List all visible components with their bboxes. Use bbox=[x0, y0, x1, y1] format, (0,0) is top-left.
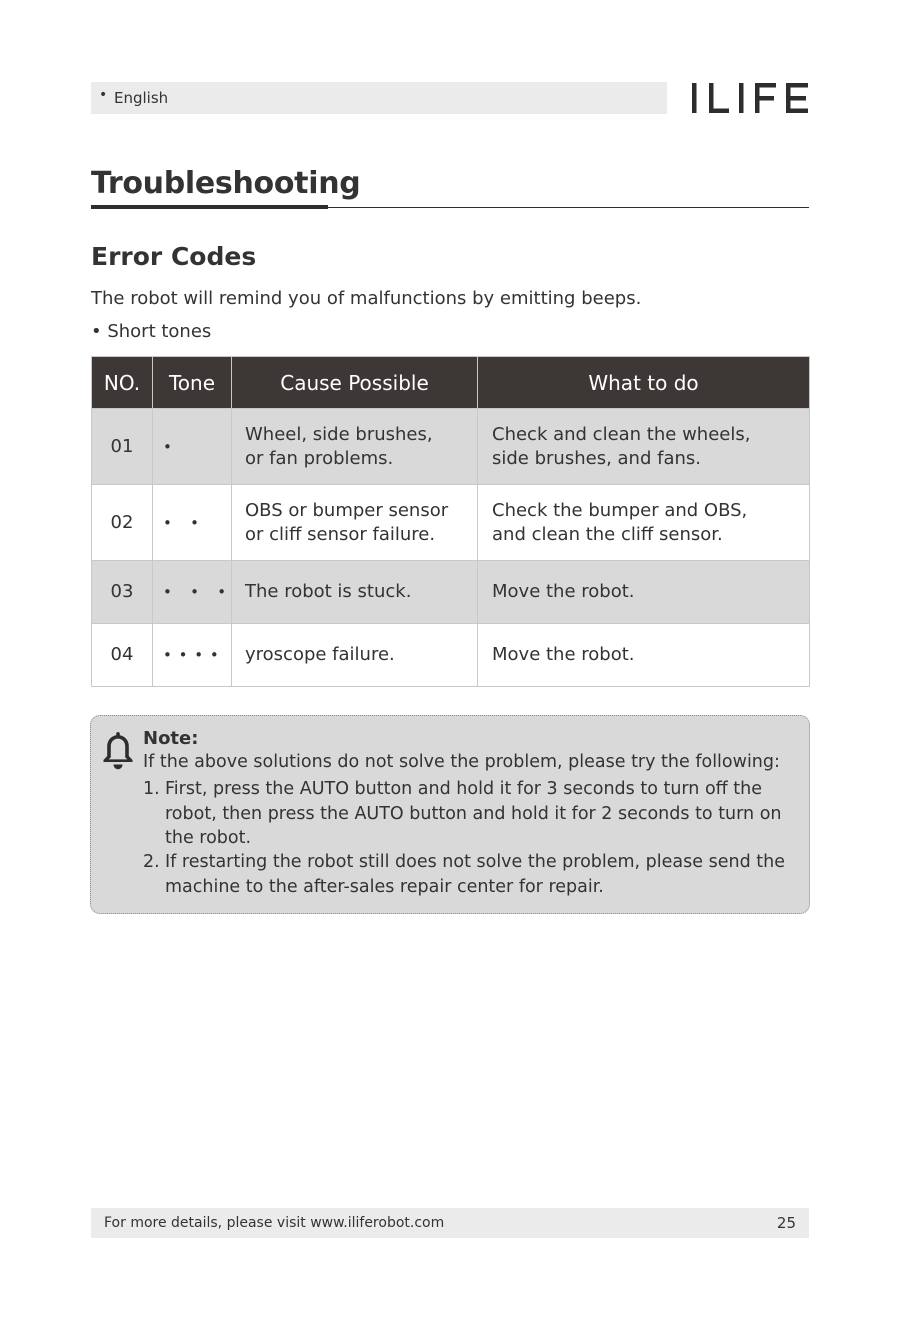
header-todo: What to do bbox=[478, 357, 810, 409]
table-row bbox=[92, 409, 810, 485]
cause-line: OBS or bumper sensor bbox=[245, 499, 449, 521]
language-bar bbox=[91, 82, 667, 114]
header-tone: Tone bbox=[153, 357, 232, 409]
step-text: First, press the AUTO button and hold it for 3 seconds to turn off the robot, then press the AUTO button and hold it for 2 seconds to turn on the robot. bbox=[165, 779, 782, 848]
tone-dots: • • • • bbox=[153, 624, 232, 687]
footer-text: For more details, please visit www.iliferobot.com bbox=[104, 1215, 445, 1231]
intro-text: The robot will remind you of malfunctions by emitting beeps. bbox=[91, 288, 642, 309]
todo-cell bbox=[478, 561, 810, 624]
language-bullet: • bbox=[99, 87, 108, 103]
table-row bbox=[92, 561, 810, 624]
note-step bbox=[143, 850, 793, 899]
header-cause: Cause Possible bbox=[232, 357, 478, 409]
todo-line: side brushes, and fans. bbox=[492, 447, 701, 469]
note-title: Note: bbox=[143, 728, 199, 749]
cause-line: Wheel, side brushes, bbox=[245, 423, 433, 445]
ilife-logo bbox=[689, 79, 811, 117]
short-tones-bullet: • Short tones bbox=[91, 321, 212, 342]
page-title: Troubleshooting bbox=[91, 166, 361, 201]
todo-cell bbox=[478, 485, 810, 561]
bell-icon bbox=[100, 729, 136, 773]
section-heading: Error Codes bbox=[91, 242, 257, 271]
cause-cell bbox=[232, 624, 478, 687]
tone-dots: • • bbox=[153, 485, 232, 561]
cause-cell bbox=[232, 485, 478, 561]
error-number: 01 bbox=[92, 409, 153, 485]
step-number: 1. bbox=[143, 779, 160, 799]
step-text: If restarting the robot still does not solve the problem, please send the machine to the after-sales repair center for repair. bbox=[165, 852, 785, 897]
tone-dots: • • • bbox=[153, 561, 232, 624]
todo-line: Move the robot. bbox=[492, 581, 635, 602]
error-number: 02 bbox=[92, 485, 153, 561]
step-number: 2. bbox=[143, 852, 160, 872]
title-underline bbox=[91, 205, 328, 209]
error-number: 04 bbox=[92, 624, 153, 687]
todo-cell bbox=[478, 624, 810, 687]
todo-line: Move the robot. bbox=[492, 644, 635, 665]
cause-line: The robot is stuck. bbox=[245, 581, 412, 602]
cause-cell bbox=[232, 561, 478, 624]
footer-bar bbox=[91, 1208, 809, 1238]
todo-cell bbox=[478, 409, 810, 485]
todo-line: and clean the cliff sensor. bbox=[492, 523, 723, 545]
note-intro: If the above solutions do not solve the problem, please try the following: bbox=[143, 752, 780, 772]
todo-line: Check the bumper and OBS, bbox=[492, 499, 748, 521]
cause-cell bbox=[232, 409, 478, 485]
language-label: English bbox=[114, 89, 169, 107]
cause-line: or cliff sensor failure. bbox=[245, 523, 436, 545]
table-row bbox=[92, 624, 810, 687]
cause-line: yroscope failure. bbox=[245, 644, 395, 665]
error-code-table bbox=[91, 356, 810, 687]
header-no: NO. bbox=[92, 357, 153, 409]
error-number: 03 bbox=[92, 561, 153, 624]
table-header-row bbox=[92, 357, 810, 409]
page-number: 25 bbox=[776, 1214, 796, 1232]
table-row bbox=[92, 485, 810, 561]
cause-line: or fan problems. bbox=[245, 447, 394, 469]
todo-line: Check and clean the wheels, bbox=[492, 423, 751, 445]
note-step bbox=[143, 777, 793, 851]
tone-dots: • bbox=[153, 409, 232, 485]
